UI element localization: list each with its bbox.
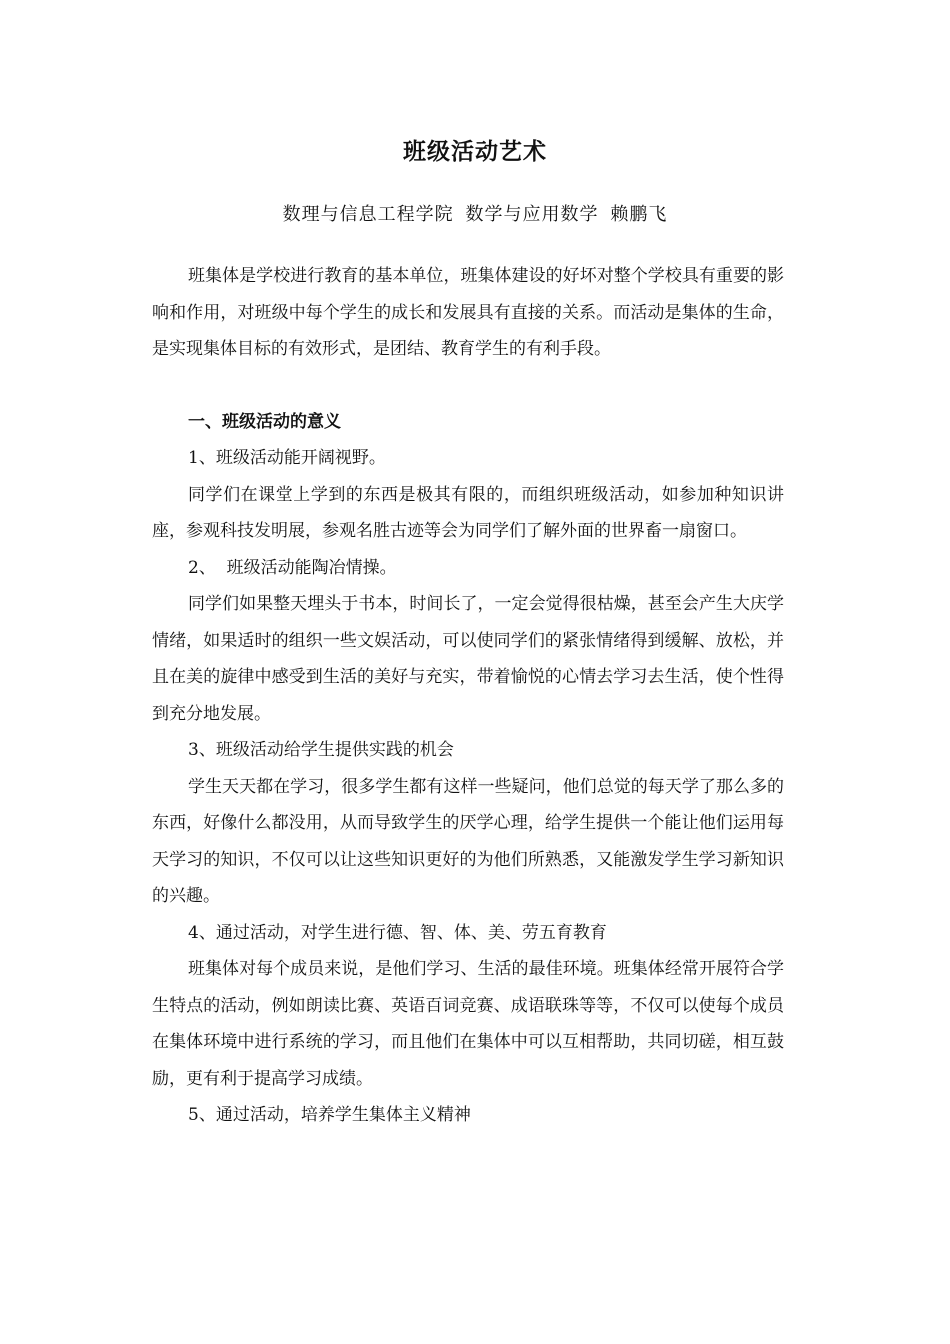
document-title: 班级活动艺术 [403,139,547,165]
item-5-title: 5、通过活动，培养学生集体主义精神 [188,1105,471,1125]
paragraph-gap [152,368,784,404]
item-3-body: 学生天天都在学习，很多学生都有这样一些疑问，他们总觉的每天学了那么多的东西，好像什么都没用，从而导致学生的厌学心理，给学生提供一个能让他们运用每天学习的知识，不仅可以让这些知识更好的为他们所熟悉，又能激发学生学习新知识的兴趣。 [152,776,784,906]
document-body [152,258,784,1134]
item-2-body: 同学们如果整天埋头于书本，时间长了，一定会觉得很枯燥，甚至会产生大庆学情绪，如果适时的组织一些文娱活动，可以使同学们的紧张情绪得到缓解、放松，并且在美的旋律中感受到生活的美好与充实，带着愉悦的心情去学习去生活，使个性得到充分地发展。 [152,594,784,724]
intro-paragraph: 班集体是学校进行教育的基本单位，班集体建设的好坏对整个学校具有重要的影响和作用，对班级中每个学生的成长和发展具有直接的关系。而活动是集体的生命，是实现集体目标的有效形式，是团结、教育学生的有利手段。 [152,266,784,359]
item-4-title: 4、通过活动，对学生进行德、智、体、美、劳五育教育 [188,922,607,943]
item-3-title: 3、班级活动给学生提供实践的机会 [188,740,454,760]
item-1-body: 同学们在课堂上学到的东西是极其有限的，而组织班级活动，如参加种知识讲座，参观科技发明展，参观名胜古迹等会为同学们了解外面的世界畜一扇窗口。 [152,484,784,541]
section-heading: 一、班级活动的意义 [188,411,341,432]
item-1-title: 1、班级活动能开阔视野。 [188,448,386,468]
document-byline: 数理与信息工程学院 数学与应用数学 赖鹏飞 [282,204,668,225]
item-4-body: 班集体对每个成员来说，是他们学习、生活的最佳环境。班集体经常开展符合学生特点的活动，例如朗读比赛、英语百词竞赛、成语联珠等等，不仅可以使每个成员在集体环境中进行系统的学习，而且他们在集体中可以互相帮助，共同切磋，相互鼓励，更有利于提高学习成绩。 [152,959,784,1089]
item-2-title: 2、 班级活动能陶冶情操。 [188,557,397,578]
